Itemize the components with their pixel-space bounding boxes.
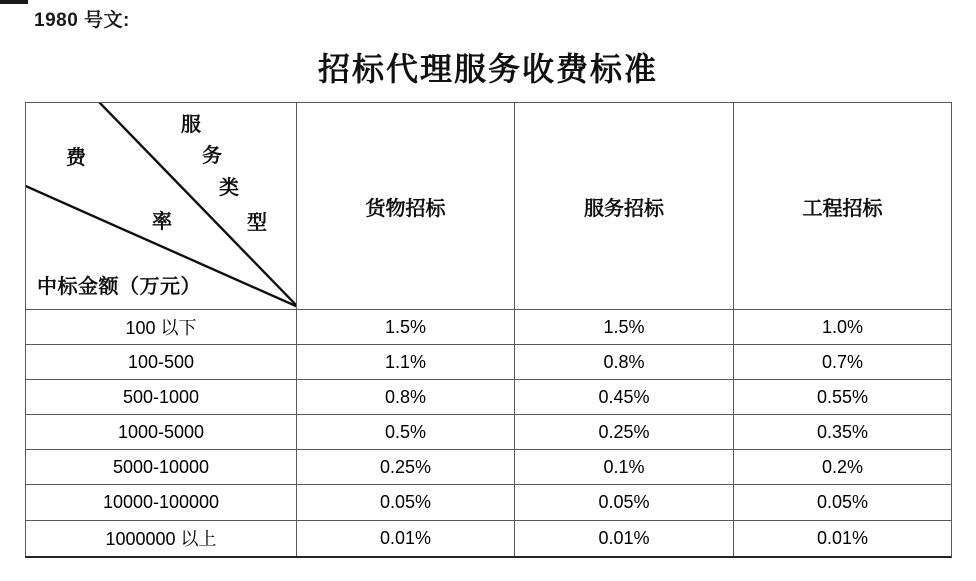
row-label: 10000-100000 [26,485,297,520]
doc-number-label: 1980 号文: [34,10,130,31]
fee-cell: 0.05% [515,485,734,520]
corner-service-type-char: 型 [247,212,267,234]
col-header-goods-bidding: 货物招标 [297,103,515,310]
fee-cell: 0.7% [734,345,951,380]
fee-cell: 0.8% [515,345,734,380]
row-label: 100 以下 [26,310,297,345]
fee-cell: 0.1% [515,450,734,485]
row-label: 1000-5000 [26,415,297,450]
fee-cell: 0.55% [734,380,951,415]
corner-service-type-char: 务 [202,145,222,167]
row-label: 5000-10000 [26,450,297,485]
fee-cell: 0.25% [515,415,734,450]
fee-cell: 0.5% [297,415,515,450]
fee-cell: 0.25% [297,450,515,485]
corner-fee-char: 费 [66,147,86,169]
fee-cell: 0.45% [515,380,734,415]
fee-cell: 1.0% [734,310,951,345]
row-label: 100-500 [26,345,297,380]
corner-service-type-char: 服 [181,114,201,136]
fee-cell: 0.8% [297,380,515,415]
corner-header-cell [26,103,297,310]
scan-artifact [0,0,28,4]
fee-cell: 1.1% [297,345,515,380]
fee-cell: 0.05% [297,485,515,520]
row-label: 500-1000 [26,380,297,415]
fee-cell: 0.2% [734,450,951,485]
corner-rate-char: 率 [152,211,172,233]
fee-cell: 0.01% [297,521,515,556]
fee-standard-table [25,102,952,558]
fee-cell: 0.01% [816,527,869,548]
row-label: 1000000 以上 [26,521,297,556]
col-header-service-bidding: 服务招标 [515,103,734,310]
fee-cell: 0.05% [734,485,951,520]
fee-cell: 1.5% [515,310,734,345]
corner-amount-label: 中标金额（万元） [37,276,201,298]
col-header-works-bidding: 工程招标 [734,103,951,310]
fee-cell: 1.5% [297,310,515,345]
page-title: 招标代理服务收费标准 [317,51,658,87]
fee-cell: 0.35% [734,415,951,450]
fee-cell: 0.01% [515,521,734,556]
corner-service-type-char: 类 [219,177,239,199]
